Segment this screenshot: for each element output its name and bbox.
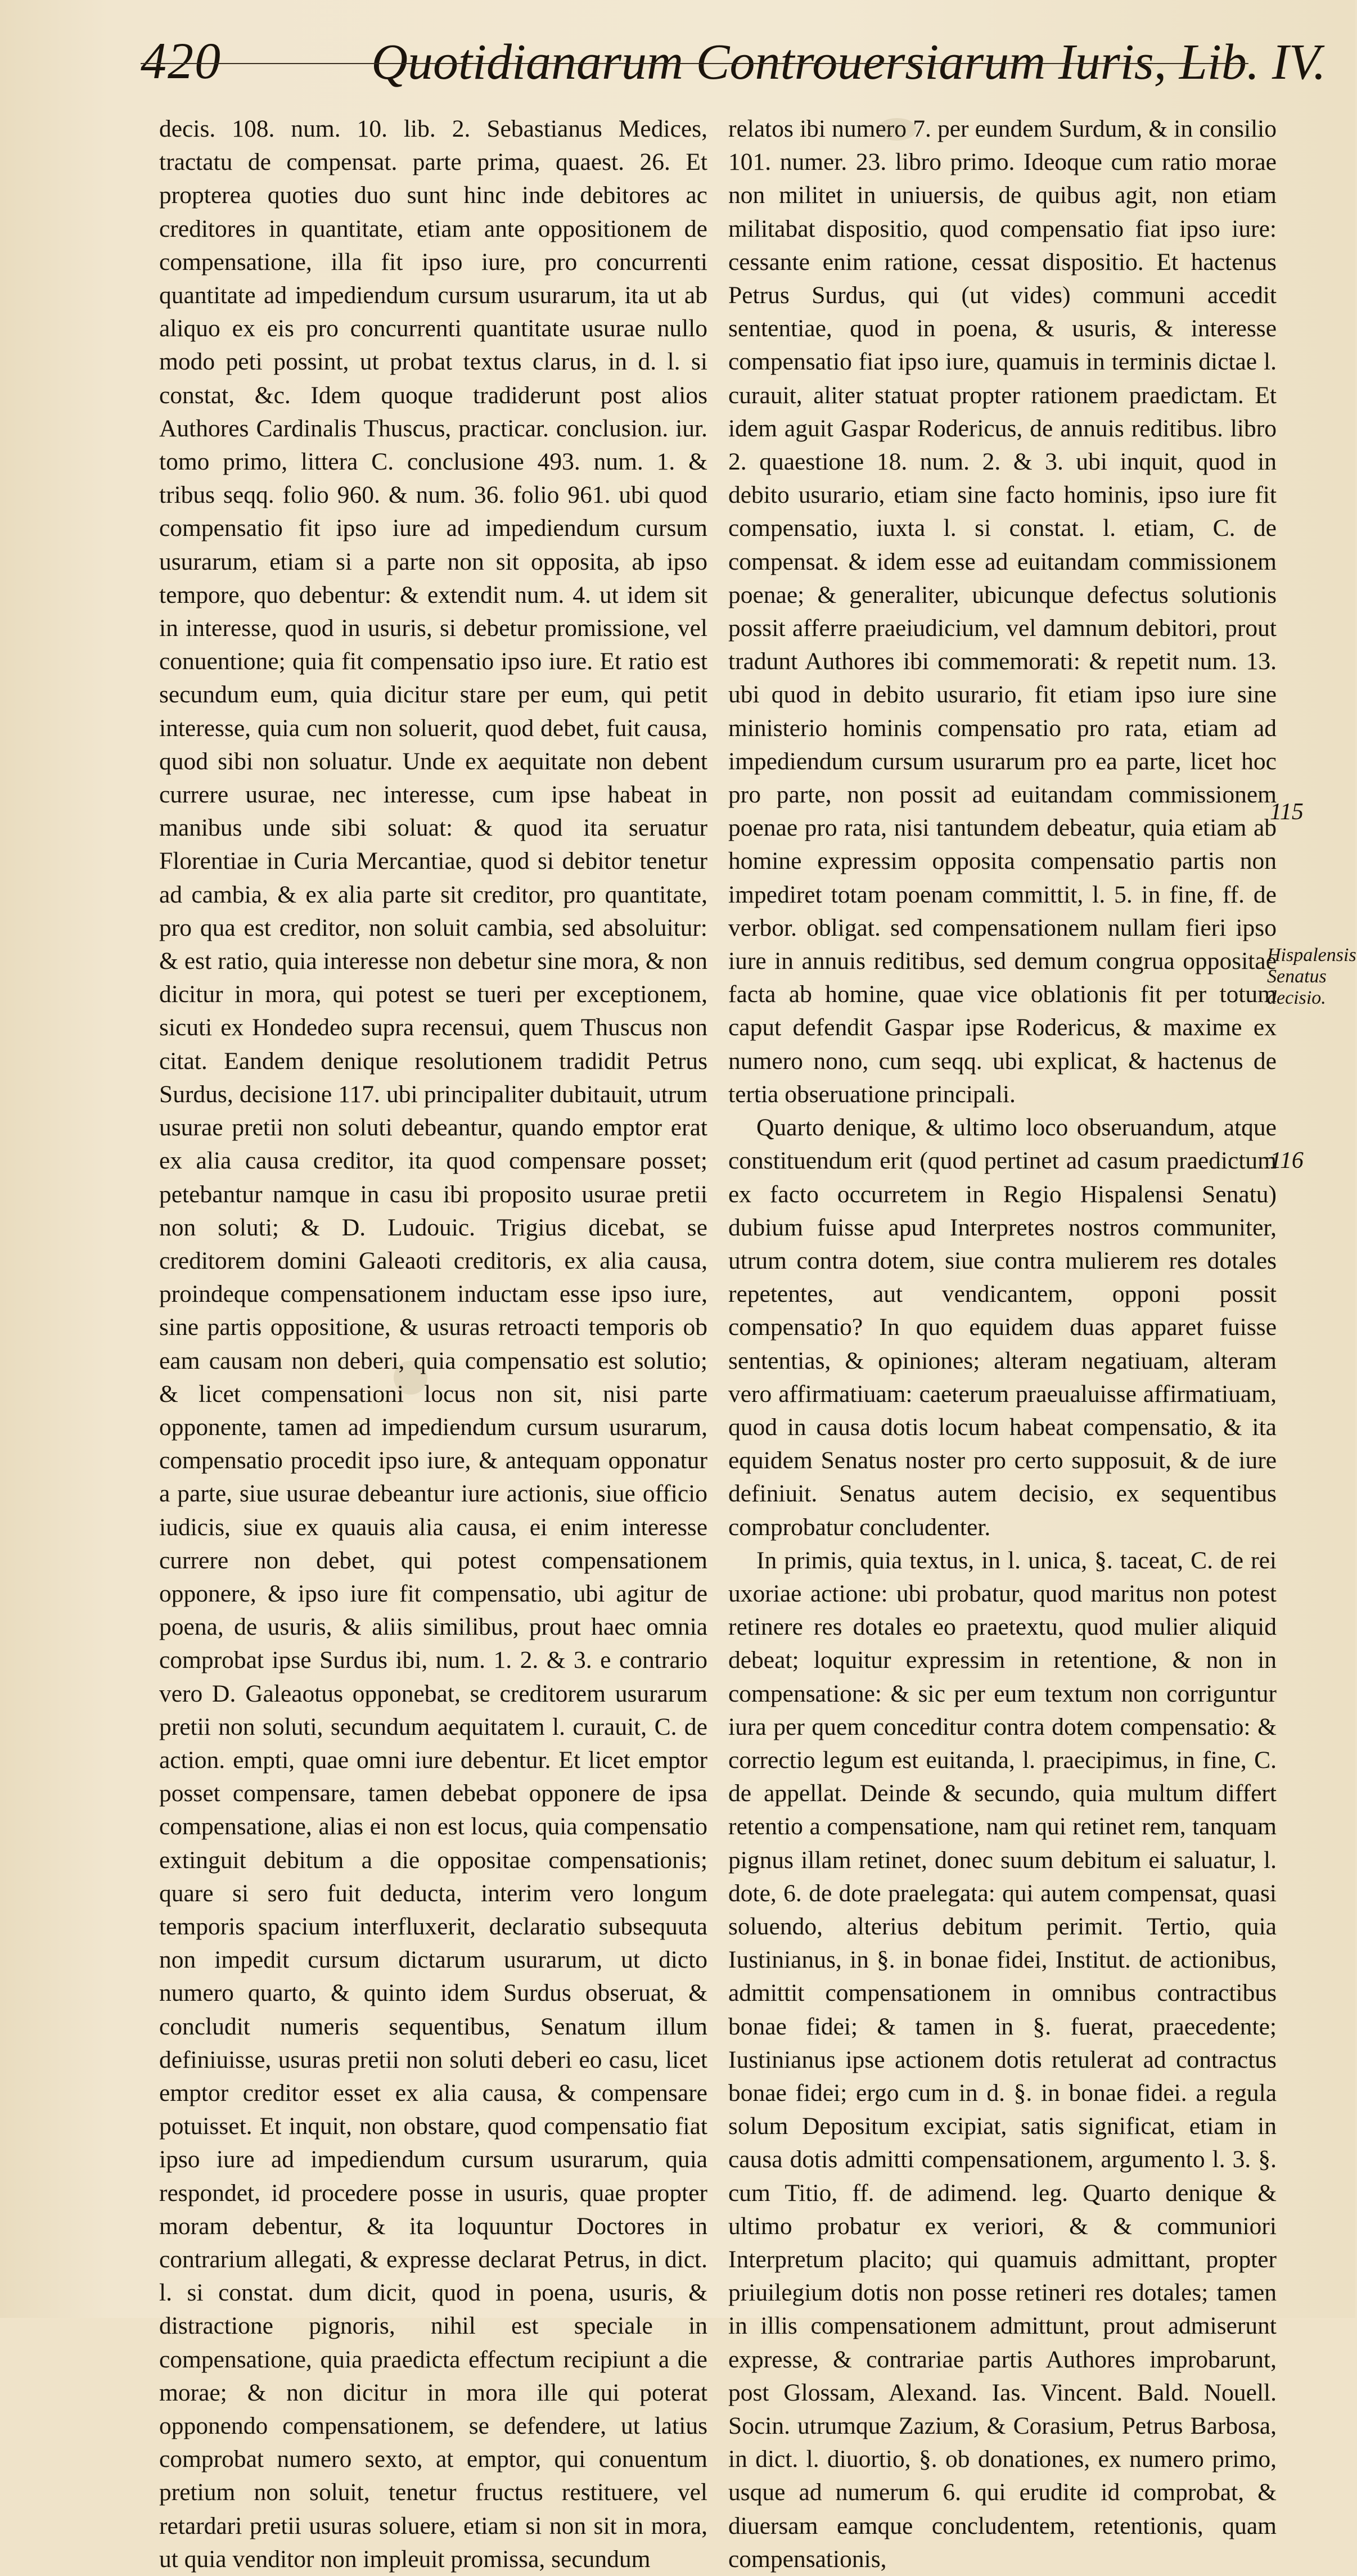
left-column-text: decis. 108. num. 10. lib. 2. Sebastianus Medices, tractatu de compensat. parte prima, quaest. 26. Et propterea quoties duo sunt hinc inde debitores ac creditores in quantitate, etiam ante oppositionem de compensatione, illa fit ipso iure, pro concurrenti quantitate ad impediendum cursum usurarum, ita ut ab aliquo ex eis pro concurrenti quantitate usurae nullo modo peti possint, ut probat textus clarus, in d. l. si constat, &c. Idem quoque tradiderunt post alios Authores Cardinalis Thuscus, practicar. conclusion. iur. tomo primo, littera C. conclusione 493. num. 1. & tribus seqq. folio 960. & num. 36. folio 961. ubi quod compensatio fit ipso iure ad impediendum cursum usurarum, etiam si a parte non sit opposita, ab ipso tempore, quo debentur: & extendit num. 4. ut idem sit in interesse, quod in usuris, si debetur promissione, vel conuentione; quia fit compensatio ipso iure. Et ratio est secundum eum, quia dicitur stare per eum, qui petit interesse, quia cum non soluerit, quod debet, fuit causa, quod sibi non soluatur. Unde ex aequitate non debent currere usurae, nec interesse, cum ipse habeat in manibus unde sibi soluat: & quod ita seruatur Florentiae in Curia Mercantiae, quod si debitor tenetur ad cambia, & ex alia parte sit creditor, pro quantitate, pro qua est creditor, non soluit cambia, sed absoluitur: & est ratio, quia interesse non debetur sine mora, & non dicitur in mora, qui potest se tueri per exceptionem, sicuti ex Hondedeo supra recensui, quem Thuscus non citat. Eandem denique resolutionem tradidit Petrus Surdus, decisione 117. ubi principaliter dubitauit, utrum usurae pretii non soluti debeantur, quando emptor erat ex alia causa creditor, ita quod compensare posset; petebantur namque in casu ibi proposito usurae pretii non soluti; & D. Ludouic. Trigius dicebat, se creditorem domini Galeaoti creditoris, ex alia causa, proindeque compensationem inductam esse ipso iure, sine partis oppositione, & usuras retroacti temporis ob eam causam non deberi, quia compensatio est solutio; & licet compensationi locus non sit, nisi parte opponente, tamen ad impediendum cursum usurarum, compensatio procedit ipso iure, & antequam opponatur a parte, siue usurae debeantur iure actionis, siue officio iudicis, siue ex quauis alia causa, ei enim interesse currere non debet, qui potest compensationem opponere, & ipso iure fit compensatio, ubi agitur de poena, de usuris, & aliis similibus, prout haec omnia comprobat ipse Surdus ibi, num. 1. 2. & 3. e contrario vero D. Galeaotus opponebat, se creditorem usurarum pretii non soluti, secundum aequitatem l. curauit, C. de action. empti, quae omni iure debentur. Et licet emptor posset compensare, tamen debebat opponere de ipsa compensatione, alias ei non est locus, quia compensatio extinguit debitum a die oppositae compensationis; quare si sero fuit deducta, interim vero longum temporis spacium interfluxerit, declaratio subsequuta non impedit cursum dictarum usurarum, ut dicto numero quarto, & quinto idem Surdus obseruat, & concludit numeris sequentibus, Senatum illum definiuisse, usuras pretii non soluti deberi eo casu, licet emptor creditor esset ex alia causa, & compensare potuisset. Et inquit, non obstare, quod compensatio fiat ipso iure ad impediendum cursum usurarum, quia respondet, id procedere posse in usuris, quae propter moram debentur, & ita loquuntur Doctores in contrarium allegati, & expresse declarat Petrus, in dict. l. si constat. dum dicit, quod in poena, usuris, & distractione pignoris, nihil est speciale in compensatione, quia praedicta effectum recipiunt a die morae; & non dicitur in mora ille qui poterat opponendo compensationem, se defendere, ut latius comprobat numero sexto, at emptor, qui conuentum pretium non soluit, tenetur fructus restituere, vel retardari pretii usuras soluere, etiam si non sit in mora, ut quia venditor non impleuit promissa, secundum bbox=[159, 115, 707, 2573]
header-rule bbox=[141, 63, 1248, 64]
right-column-paragraph-inprimis: In primis, quia textus, in l. unica, §. taceat, C. de rei uxoriae actione: ubi probatur, quod maritus non potest retinere res dotales eo praetextu, quod mulier aliquid debeat; loquitur expressim in retentione, & non in compensatione: & sic per eum textum non corriguntur iura per quem conceditur contra dotem compensatio: & correctio legum est euitanda, l. praecipimus, in fine, C. de appellat. Deinde & secundo, quia multum differt retentio a compensatione, nam qui retinet rem, tanquam pignus illam retinet, donec suum debitum ei saluatur, l. dote, 6. de dote praelegata: qui autem compensat, quasi soluendo, alterius debitum perimit. Tertio, quia Iustinianus, in §. in bonae fidei, Institut. de actionibus, admittit compensationem in omnibus contractibus bonae fidei; & tamen in §. fuerat, praecedente; Iustinianus ipse actionem dotis retulerat ad contractus bonae fidei; ergo cum in d. §. in bonae fidei. a regula solum Depositum excipiat, satis significat, etiam in causa dotis admitti compensationem, argumento l. 3. §. cum Titio, ff. de adimend. leg. Quarto denique & ultimo probatur ex veriori, & & communiori Interpretum placito; qui quamuis admittant, propter priuilegium dotis non posse retineri res dotales; tamen in illis compensationem admittunt, prout admiserunt expresse, & contrariae partis Authores improbarunt, post Glossam, Alexand. Ias. Vincent. Bald. Nouell. Socin. utrumque Zazium, & Corasium, Petrus Barbosa, in dict. l. diuortio, §. ob donationes, ex numero primo, usque ad numerum 6. qui erudite id comprobat, & diuersam eamque concludentem, retentionis, quam compensationis, bbox=[728, 1546, 1277, 2573]
left-column bbox=[159, 112, 707, 2573]
margin-number-115: 115 bbox=[1270, 799, 1304, 825]
page-number: 420 bbox=[141, 32, 222, 89]
page-header bbox=[141, 31, 1326, 93]
right-column-text: relatos ibi numero 7. per eundem Surdum, & in consilio 101. numer. 23. libro primo. Ideoque cum ratio morae non militet in uniuersis, de quibus agit, non etiam militabat dispositio, quod compensatio fiat ipso iure: cessante enim ratione, cessat dispositio. Et hactenus Petrus Surdus, qui (ut vides) communi accedit sententiae, quod in poena, & usuris, & interesse compensatio fiat ipso iure, quamuis in terminis dictae l. curauit, aliter statuat propter rationem praedictam. Et idem aguit Gaspar Rodericus, de annuis reditibus. libro 2. quaestione 18. num. 2. & 3. ubi inquit, quod in debito usurario, etiam sine facto hominis, ipso iure fit compensatio, iuxta l. si constat. l. etiam, C. de compensat. & idem esse ad euitandam commissionem poenae; & generaliter, ubicunque defectus solutionis possit afferre praeiudicium, vel damnum debitori, prout tradunt Authores ibi commemorati: & repetit num. 13. ubi quod in debito usurario, fit etiam ipso iure sine ministerio hominis compensatio pro rata, etiam ad impediendum cursum usurarum pro ea parte, licet hoc pro parte, non possit ad euitandam commissionem poenae pro rata, nisi tantundem debeatur, quia etiam ab homine expressim opposita compensatio partis non impediret totam poenam committit, l. 5. in fine, ff. de verbor. obligat. sed compensationem nullam fieri ipso iure in annuis reditibus, sed demum congrua oppositae facta ab homine, quae vice oblationis fit per totum caput defendit Gaspar ipse Rodericus, & maxime ex numero nono, cum seqq. ubi explicat, & hactenus de tertia obseruatione principali. bbox=[728, 115, 1277, 1108]
running-title: Quotidianarum Controuersiarum Iuris, Lib. IV. bbox=[371, 34, 1326, 90]
margin-number-116: 116 bbox=[1270, 1148, 1304, 1174]
right-column bbox=[728, 112, 1277, 2573]
margin-note-hispalensis: Hispalensis Senatus decisio. bbox=[1267, 945, 1356, 1008]
right-column-paragraph-quarto: Quarto denique, & ultimo loco obseruandum, atque constituendum erit (quod pertinet ad casum praedictum ex facto occurretem in Regio Hispalensi Senatu) dubium fuisse apud Interpretes nostros communiter, utrum contra dotem, siue contra mulierem res dotales repetentes, aut vendicantem, opponi possit compensatio? In quo equidem duas apparet fuisse sententias, & opiniones; alteram negatiuam, alteram vero affirmatiuam: caeterum praeualuisse affirmatiuam, quod in causa dotis locum habeat compensatio, & ita equidem Senatus noster pro certo supposuit, & de iure definiuit. Senatus autem decisio, ex sequentibus comprobatur concludenter. bbox=[728, 1114, 1277, 1541]
